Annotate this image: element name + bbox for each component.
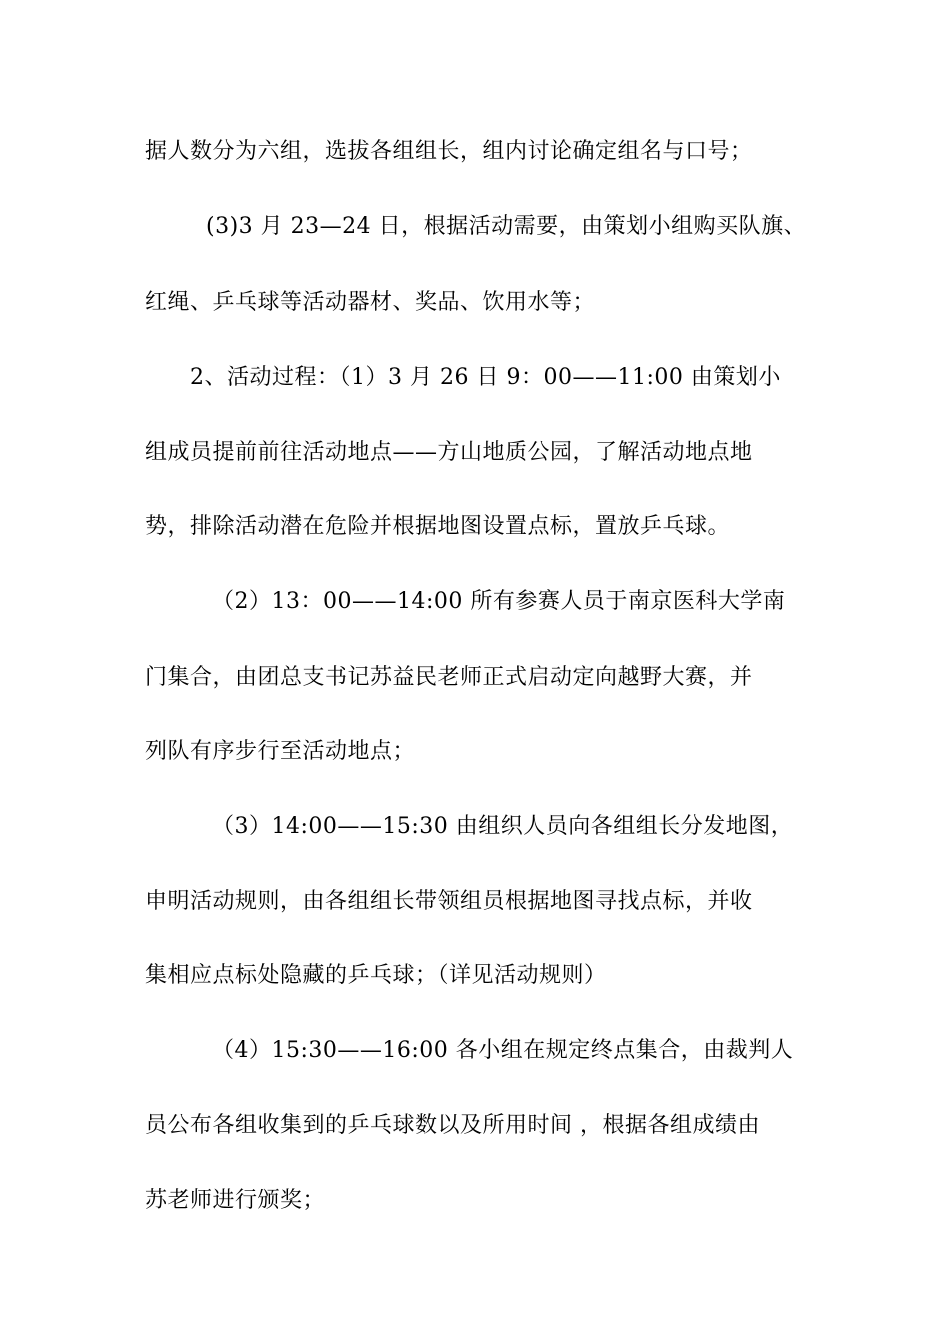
text-line: 2、活动过程：（1）3 月 26 日 9：00——11:00 由策划小 — [190, 365, 781, 390]
text-line: （2）13：00——14:00 所有参赛人员于南京医科大学南 — [212, 589, 786, 614]
text-line: 申明活动规则，由各组组长带领组员根据地图寻找点标，并收 — [145, 889, 753, 914]
text-line: 列队有序步行至活动地点； — [145, 739, 416, 764]
text-line: 员公布各组收集到的乒乓球数以及所用时间 ，根据各组成绩由 — [145, 1113, 760, 1138]
text-line: 苏老师进行颁奖； — [145, 1188, 326, 1213]
text-line: 势，排除活动潜在危险并根据地图设置点标，置放乒乓球。 — [145, 514, 731, 539]
text-line: 门集合，由团总支书记苏益民老师正式启动定向越野大赛，并 — [145, 665, 753, 690]
text-line: 集相应点标处隐藏的乒乓球；（详见活动规则） — [145, 963, 607, 988]
text-line: (3)3 月 23—24 日，根据活动需要，由策划小组购买队旗、 — [206, 214, 807, 239]
text-line: 红绳、乒乓球等活动器材、奖品、饮用水等； — [145, 290, 596, 315]
text-line: 据人数分为六组，选拔各组组长，组内讨论确定组名与口号； — [145, 139, 753, 164]
text-line: （4）15:30——16:00 各小组在规定终点集合，由裁判人 — [212, 1038, 794, 1063]
text-line: 组成员提前前往活动地点——方山地质公园，了解活动地点地 — [145, 440, 753, 465]
text-line: （3）14:00——15:30 由组织人员向各组组长分发地图， — [212, 814, 794, 839]
